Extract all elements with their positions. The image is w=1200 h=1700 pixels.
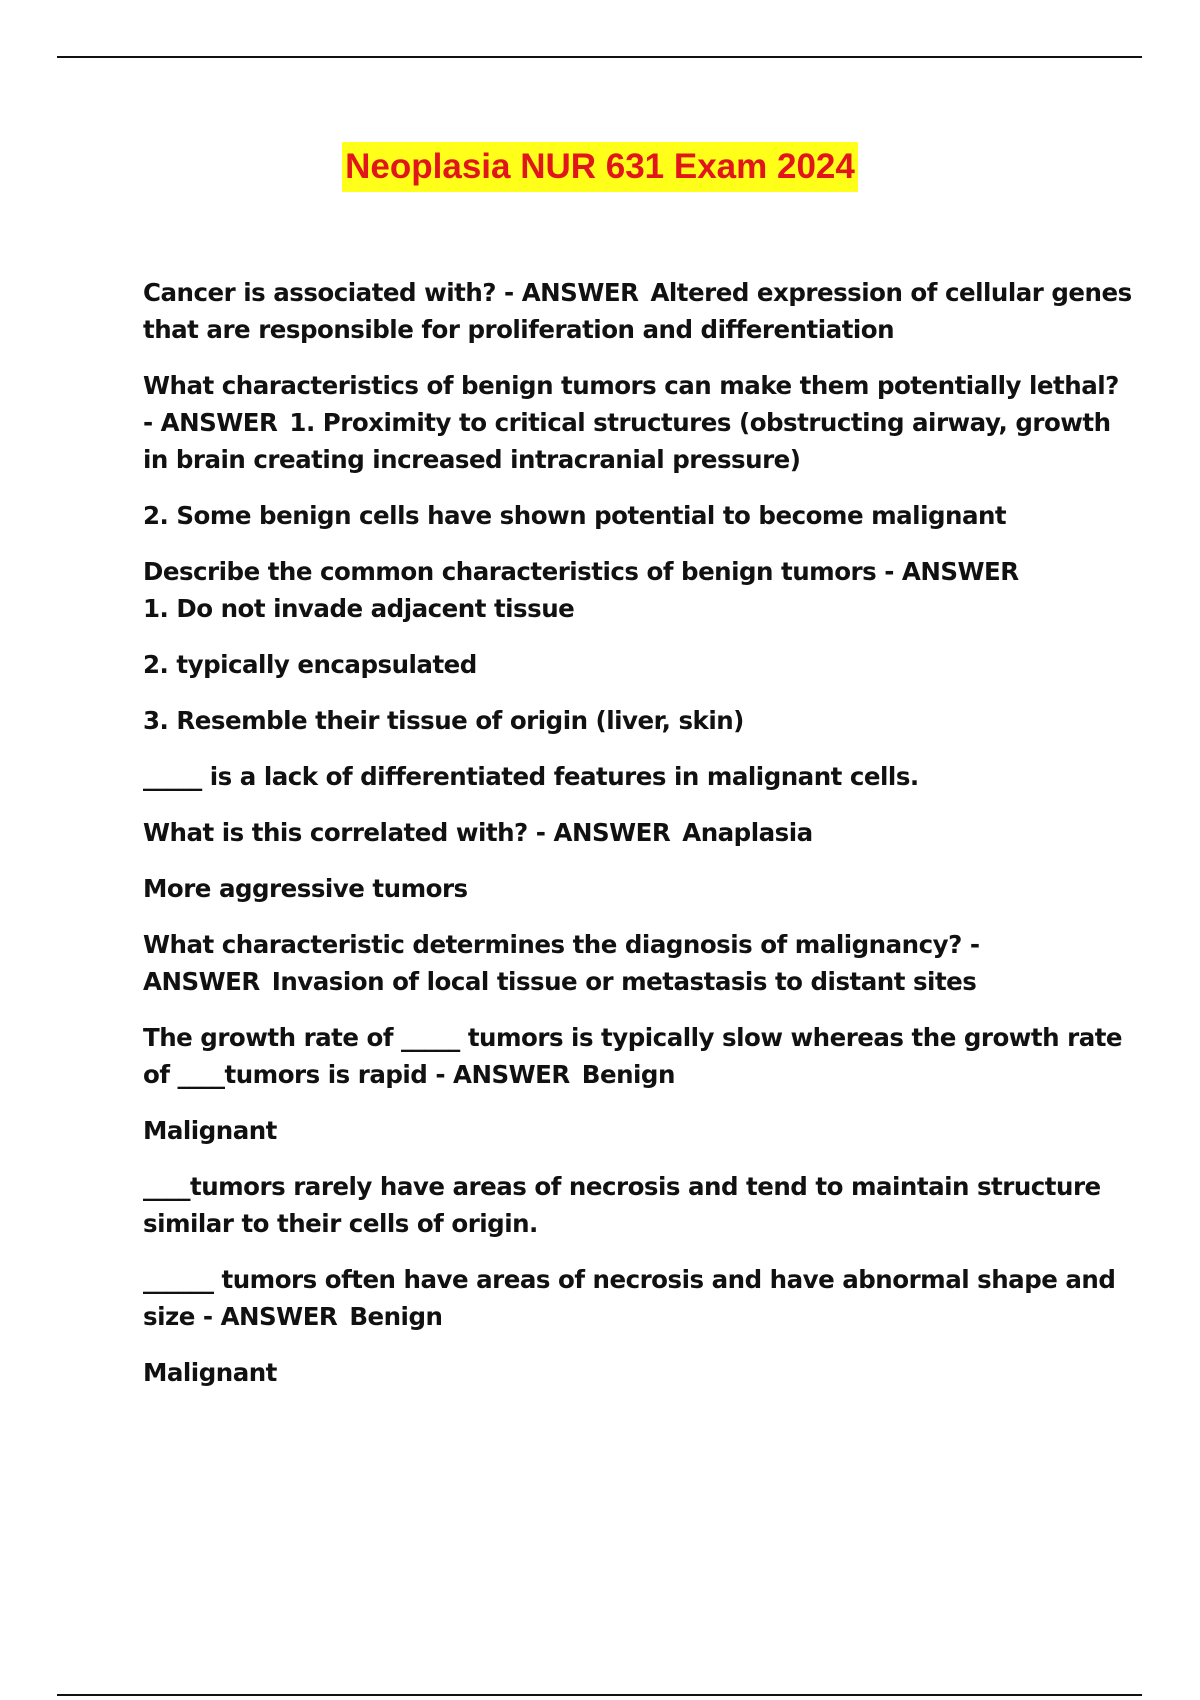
question-text: Describe the common characteristics of benign tumors - (143, 557, 894, 586)
answer-text: Benign (349, 1302, 443, 1331)
answer-text: 1. Proximity to critical structures (obstructing airway, growth in brain creating increased intracranial pressure) (143, 408, 1119, 474)
answer-label: ANSWER (160, 408, 278, 437)
text-line: More aggressive tumors (143, 874, 468, 903)
title-container (0, 142, 1200, 192)
text-line: Malignant (143, 1116, 277, 1145)
document-title: Neoplasia NUR 631 Exam 2024 (342, 142, 858, 192)
bottom-rule (57, 1694, 1142, 1696)
answer-text: Altered expression of cellular genes that are responsible for proliferation and differentiation (143, 278, 1140, 344)
question-text: The growth rate of _____ tumors is typically slow whereas the growth rate of ____tumors is rapid - (143, 1023, 1131, 1089)
answer-text: Anaplasia (682, 818, 813, 847)
text-line: _____ is a lack of differentiated features in malignant cells. (143, 762, 919, 791)
answer-label: ANSWER (901, 557, 1019, 586)
answer-text: 1. Do not invade adjacent tissue (143, 594, 575, 623)
text-line: 2. typically encapsulated (143, 650, 477, 679)
qa-item (143, 553, 1133, 627)
qa-item (143, 926, 1133, 1000)
question-text: What characteristics of benign tumors can make them potentially lethal? - (143, 371, 1127, 437)
top-rule (57, 56, 1142, 58)
text-line: 3. Resemble their tissue of origin (liver, skin) (143, 706, 744, 735)
text-line: Malignant (143, 1358, 277, 1387)
text-line: ____tumors rarely have areas of necrosis and tend to maintain structure similar to their cells of origin. (143, 1172, 1109, 1238)
qa-item (143, 1261, 1133, 1335)
qa-content (143, 274, 1140, 1410)
answer-label: ANSWER (553, 818, 671, 847)
qa-item (143, 814, 1133, 851)
qa-item (143, 1019, 1133, 1093)
qa-item (143, 367, 1133, 478)
answer-text: Benign (581, 1060, 675, 1089)
answer-label: ANSWER (220, 1302, 338, 1331)
text-line: 2. Some benign cells have shown potential to become malignant (143, 501, 1007, 530)
question-text: What is this correlated with? - (143, 818, 546, 847)
question-text: Cancer is associated with? - (143, 278, 514, 307)
answer-label: ANSWER (143, 967, 260, 996)
answer-label: ANSWER (453, 1060, 570, 1089)
question-text: What characteristic determines the diagnosis of malignancy? - (143, 930, 980, 959)
answer-text: Invasion of local tissue or metastasis to distant sites (271, 967, 977, 996)
question-text: ______ tumors often have areas of necrosis and have abnormal shape and size - (143, 1265, 1124, 1331)
answer-label: ANSWER (521, 278, 639, 307)
qa-item (143, 274, 1140, 348)
